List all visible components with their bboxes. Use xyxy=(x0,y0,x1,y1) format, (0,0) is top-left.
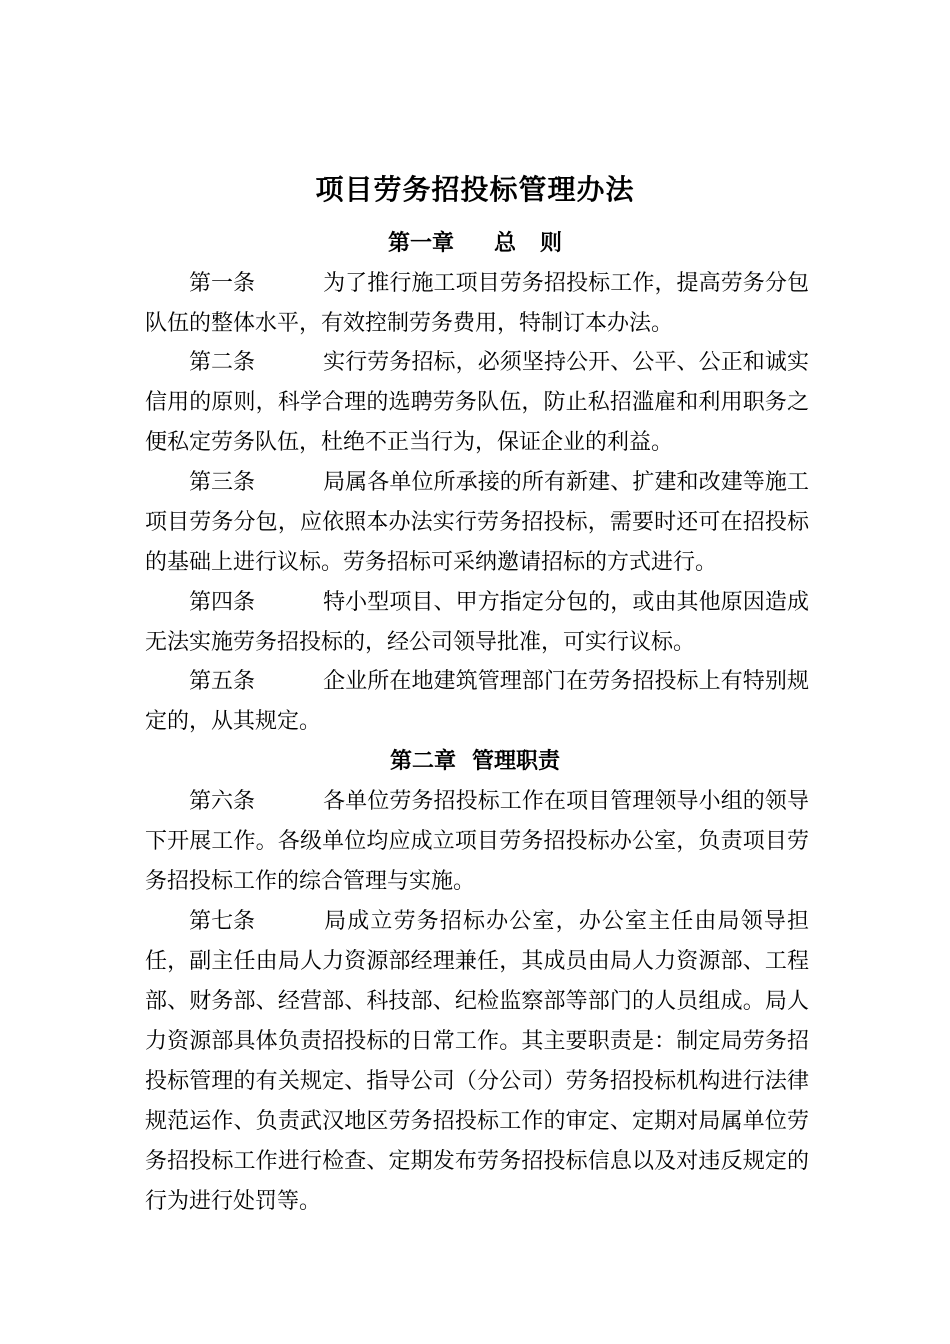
article-7-label: 第七条 xyxy=(189,909,256,934)
article-2 xyxy=(145,343,809,463)
chapter-1-word-b: 则 xyxy=(540,231,563,256)
article-3-text: 局属各单位所承接的所有新建、扩建和改建等施工项目劳务分包，应依照本办法实行劳务招投标，需要时还可在招投标的基础上进行议标。劳务招标可采纳邀请招标的方式进行。 xyxy=(145,470,809,575)
chapter-1-word-a: 总 xyxy=(493,231,516,256)
article-5-label: 第五条 xyxy=(189,669,256,694)
chapter-2-heading xyxy=(0,744,950,780)
article-2-text: 实行劳务招标，必须坚持公开、公平、公正和诚实信用的原则，科学合理的选聘劳务队伍，防止私招滥雇和利用职务之便私定劳务队伍，杜绝不正当行为，保证企业的利益。 xyxy=(145,350,809,455)
article-5 xyxy=(145,662,809,742)
article-5-text: 企业所在地建筑管理部门在劳务招投标上有特别规定的，从其规定。 xyxy=(145,669,809,734)
article-6-text: 各单位劳务招投标工作在项目管理领导小组的领导下开展工作。各级单位均应成立项目劳务招投标办公室，负责项目劳务招投标工作的综合管理与实施。 xyxy=(145,789,809,894)
chapter-1-number: 第一章 xyxy=(387,231,454,256)
article-3 xyxy=(145,463,809,583)
article-2-label: 第二条 xyxy=(189,350,256,375)
article-1-text: 为了推行施工项目劳务招投标工作，提高劳务分包队伍的整体水平，有效控制劳务费用，特制订本办法。 xyxy=(145,271,809,336)
article-7-text: 局成立劳务招标办公室，办公室主任由局领导担任，副主任由局人力资源部经理兼任，其成员由局人力资源部、工程部、财务部、经营部、科技部、纪检监察部等部门的人员组成。局人力资源部具体负责招投标的日常工作。其主要职责是：制定局劳务招投标管理的有关规定、指导公司（分公司）劳务招投标机构进行法律规范运作、负责武汉地区劳务招投标工作的审定、定期对局属单位劳务招投标工作进行检查、定期发布劳务招投标信息以及对违反规定的行为进行处罚等。 xyxy=(145,909,809,1214)
article-6-label: 第六条 xyxy=(189,789,256,814)
article-1-label: 第一条 xyxy=(189,271,256,296)
article-1 xyxy=(145,264,809,344)
article-3-label: 第三条 xyxy=(189,470,256,495)
article-4 xyxy=(145,583,809,663)
document-title: 项目劳务招投标管理办法 xyxy=(315,173,635,206)
chapter-2-number: 第二章 xyxy=(389,749,456,774)
article-6 xyxy=(145,782,809,902)
article-7 xyxy=(145,902,809,1222)
chapter-2-name: 管理职责 xyxy=(472,749,561,774)
article-4-text: 特小型项目、甲方指定分包的，或由其他原因造成无法实施劳务招投标的，经公司领导批准，可实行议标。 xyxy=(145,590,809,655)
article-4-label: 第四条 xyxy=(189,590,256,615)
chapter-1-heading xyxy=(0,226,950,262)
